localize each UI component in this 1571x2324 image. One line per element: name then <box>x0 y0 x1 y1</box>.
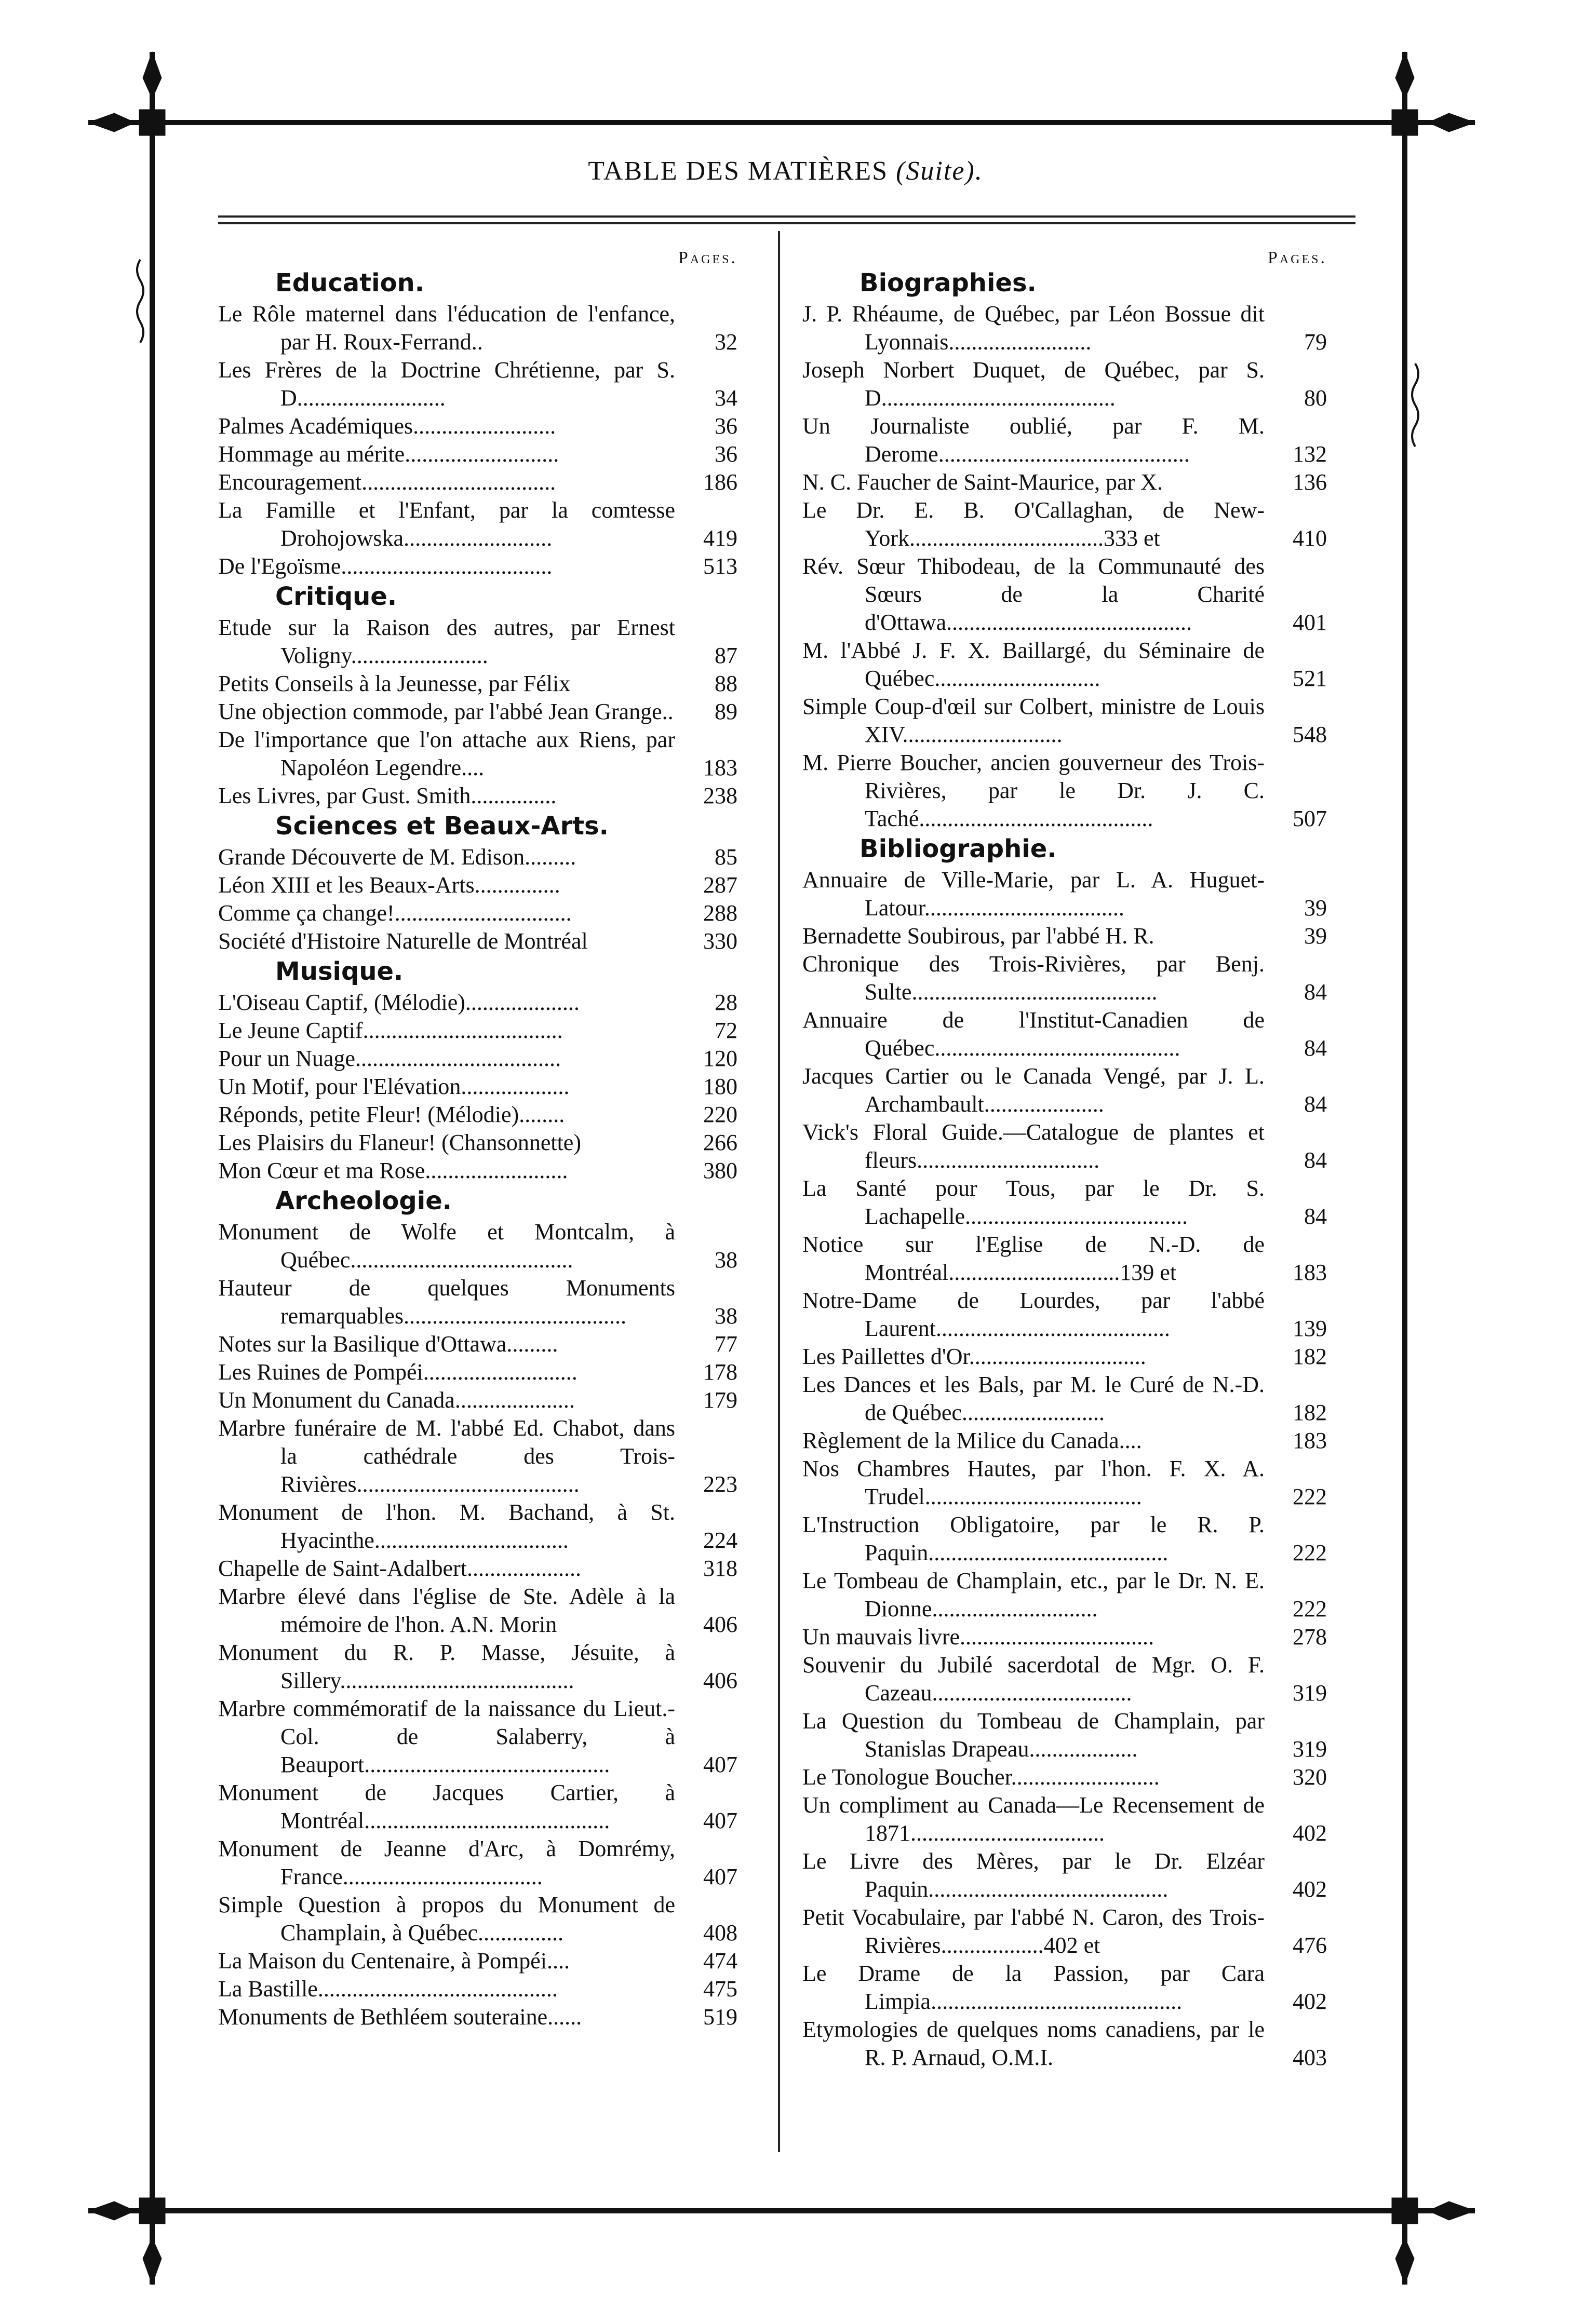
entry-title: Rév. Sœur Thibodeau, de la Communauté des Sœurs de la Charité d'Ottawa........................................... <box>802 553 1265 635</box>
entry-page: 84 <box>1304 1035 1327 1061</box>
entry-title: Société d'Histoire Naturelle de Montréal <box>218 928 588 954</box>
toc-entry <box>802 1455 1327 1511</box>
section-heading: Critique. <box>275 582 397 611</box>
toc-entry <box>218 496 737 552</box>
entry-title: Monument de Jacques Cartier, à Montréal........................................... <box>218 1780 675 1833</box>
entry-title: Réponds, petite Fleur! (Mélodie)........ <box>218 1102 565 1127</box>
toc-entry <box>802 1791 1327 1847</box>
toc-entry <box>218 670 737 698</box>
entry-title: Chronique des Trois-Rivières, par Benj. Sulte........................................... <box>802 951 1265 1005</box>
toc-entry <box>802 950 1327 1006</box>
entry-page: 419 <box>703 525 737 551</box>
toc-entry <box>802 496 1327 552</box>
toc-entry <box>218 300 737 356</box>
entry-page: 223 <box>703 1471 737 1497</box>
right-column <box>802 244 1327 2072</box>
entry-page: 36 <box>715 441 737 467</box>
entry-title: Les Plaisirs du Flaneur! (Chansonnette) <box>218 1130 581 1155</box>
section-heading: Education. <box>275 268 424 298</box>
toc-entry <box>218 468 737 496</box>
entry-title: De l'Egoïsme..................................... <box>218 553 553 579</box>
entry-page: 238 <box>703 783 737 808</box>
toc-entry <box>218 1101 737 1129</box>
entry-title: Petits Conseils à la Jeunesse, par Félix <box>218 671 571 696</box>
entry-page: 407 <box>703 1864 737 1889</box>
toc-entry <box>802 637 1327 693</box>
entry-title: M. l'Abbé J. F. X. Baillargé, du Séminaire de Québec............................. <box>802 638 1265 691</box>
entry-page: 408 <box>703 1920 737 1945</box>
entry-page: 85 <box>715 844 737 870</box>
entry-page: 548 <box>1293 722 1327 747</box>
toc-entry <box>218 1386 737 1414</box>
entry-page: 222 <box>1293 1484 1327 1509</box>
entry-title: Hauteur de quelques Monuments remarquables....................................... <box>218 1275 675 1329</box>
entry-title: M. Pierre Boucher, ancien gouverneur des Trois-Rivières, par le Dr. J. C. Taché......................................... <box>802 750 1265 831</box>
entry-title: Pour un Nuage.................................... <box>218 1046 561 1071</box>
entry-title: Nos Chambres Hautes, par l'hon. F. X. A. Trudel...................................... <box>802 1456 1265 1509</box>
toc-entry <box>802 552 1327 637</box>
pages-label-right: Pages. <box>1267 248 1327 267</box>
pages-label-left: Pages. <box>678 248 737 267</box>
right-sections <box>802 269 1327 2072</box>
section-heading: Musique. <box>275 957 404 986</box>
entry-title: La Question du Tombeau de Champlain, par Stanislas Drapeau................... <box>802 1708 1265 1762</box>
left-column <box>218 244 737 2031</box>
toc-entry <box>218 1330 737 1358</box>
entry-title: De l'importance que l'on attache aux Riens, par Napoléon Legendre.... <box>218 727 675 780</box>
entry-page: 34 <box>715 385 737 411</box>
entry-title: Annuaire de l'Institut-Canadien de Québec........................................... <box>802 1007 1265 1061</box>
entry-page: 132 <box>1293 441 1327 467</box>
entry-page: 79 <box>1304 329 1327 355</box>
entry-title: La Santé pour Tous, par le Dr. S. Lachapelle....................................... <box>802 1175 1265 1229</box>
entry-page: 179 <box>703 1387 737 1413</box>
toc-entry <box>218 1157 737 1185</box>
entry-page: 406 <box>703 1612 737 1637</box>
toc-entry <box>218 1947 737 1975</box>
section-heading: Biographies. <box>860 268 1037 298</box>
entry-title: Bernadette Soubirous, par l'abbé H. R. <box>802 923 1154 949</box>
toc-entry <box>218 1695 737 1779</box>
entry-page: 38 <box>715 1303 737 1329</box>
entry-page: 136 <box>1293 469 1327 495</box>
entry-title: Souvenir du Jubilé sacerdotal de Mgr. O. F. Cazeau................................... <box>802 1652 1265 1706</box>
entry-title: Grande Découverte de M. Edison......... <box>218 844 576 870</box>
entry-page: 476 <box>1293 1933 1327 1958</box>
section-heading: Archeologie. <box>275 1186 452 1215</box>
entry-page: 222 <box>1293 1596 1327 1622</box>
entry-page: 407 <box>703 1808 737 1833</box>
entry-title: J. P. Rhéaume, de Québec, par Léon Bossue dit Lyonnais......................... <box>802 301 1265 355</box>
entry-title: Chapelle de Saint-Adalbert.................... <box>218 1556 581 1581</box>
entry-title: Encouragement.................................. <box>218 469 556 495</box>
entry-page: 402 <box>1293 1876 1327 1902</box>
toc-entry <box>802 356 1327 412</box>
entry-page: 38 <box>715 1247 737 1273</box>
entry-page: 519 <box>703 2004 737 2030</box>
entry-page: 407 <box>703 1752 737 1777</box>
toc-entry <box>802 1427 1327 1455</box>
toc-entry <box>218 899 737 927</box>
toc-entry <box>218 552 737 580</box>
entry-title: Un Journaliste oublié, par F. M. Derome............................................ <box>802 413 1265 467</box>
title-text: TABLE DES MATIÈRES <box>588 156 889 186</box>
entry-page: 182 <box>1293 1344 1327 1369</box>
section-heading: Bibliographie. <box>860 834 1057 863</box>
entry-page: 507 <box>1293 806 1327 831</box>
toc-entry <box>802 749 1327 833</box>
toc-entry <box>218 989 737 1017</box>
entry-page: 380 <box>703 1158 737 1183</box>
toc-entry <box>802 2016 1327 2072</box>
entry-page: 36 <box>715 413 737 439</box>
entry-title: Marbre commémoratif de la naissance du Lieut.-Col. de Salaberry, à Beauport........................................... <box>218 1696 675 1777</box>
toc-entry <box>802 1118 1327 1174</box>
toc-entry <box>802 1960 1327 2016</box>
toc-entry <box>802 1707 1327 1763</box>
entry-page: 88 <box>715 671 737 696</box>
entry-page: 89 <box>715 699 737 724</box>
entry-title: Etude sur la Raison des autres, par Ernest Voligny........................ <box>218 615 675 668</box>
toc-entry <box>218 1498 737 1555</box>
toc-entry <box>218 1779 737 1835</box>
entry-title: Notice sur l'Eglise de N.-D. de Montréal..............................139 et <box>802 1232 1265 1285</box>
entry-title: Les Ruines de Pompéi........................... <box>218 1359 578 1385</box>
entry-title: Vick's Floral Guide.—Catalogue de plantes et fleurs................................ <box>802 1119 1265 1173</box>
entry-page: 180 <box>703 1074 737 1099</box>
entry-page: 28 <box>715 990 737 1015</box>
entry-page: 224 <box>703 1528 737 1553</box>
title-rule-top <box>218 215 1355 218</box>
toc-entry <box>802 922 1327 950</box>
entry-page: 330 <box>703 928 737 954</box>
entry-page: 32 <box>715 329 737 355</box>
entry-title: Le Jeune Captif................................... <box>218 1018 563 1043</box>
entry-page: 222 <box>1293 1540 1327 1565</box>
toc-entry <box>802 1763 1327 1791</box>
toc-entry <box>218 1017 737 1045</box>
toc-entry <box>218 614 737 670</box>
entry-page: 406 <box>703 1668 737 1693</box>
entry-page: 318 <box>703 1556 737 1581</box>
entry-page: 266 <box>703 1130 737 1155</box>
entry-title: Simple Question à propos du Monument de Champlain, à Québec............... <box>218 1892 675 1945</box>
entry-title: Marbre élevé dans l'église de Ste. Adèle à la mémoire de l'hon. A.N. Morin <box>218 1584 675 1637</box>
entry-page: 513 <box>703 553 737 579</box>
toc-entry <box>802 412 1327 468</box>
toc-entry <box>218 1583 737 1639</box>
entry-title: N. C. Faucher de Saint-Maurice, par X. <box>802 469 1163 495</box>
toc-entry <box>802 1847 1327 1903</box>
entry-page: 287 <box>703 872 737 898</box>
entry-title: L'Oiseau Captif, (Mélodie).................... <box>218 990 580 1015</box>
entry-page: 401 <box>1293 610 1327 635</box>
toc-entry <box>218 698 737 726</box>
entry-page: 319 <box>1293 1736 1327 1762</box>
entry-page: 84 <box>1304 979 1327 1005</box>
entry-page: 319 <box>1293 1680 1327 1706</box>
left-sections <box>218 269 737 2031</box>
entry-title: Un Motif, pour l'Elévation................... <box>218 1074 570 1099</box>
entry-page: 521 <box>1293 666 1327 691</box>
entry-page: 186 <box>703 469 737 495</box>
entry-title: Etymologies de quelques noms canadiens, par le R. P. Arnaud, O.M.I. <box>802 2017 1265 2070</box>
entry-title: Notes sur la Basilique d'Ottawa......... <box>218 1331 558 1357</box>
entry-title: Le Drame de la Passion, par Cara Limpia............................................ <box>802 1961 1265 2014</box>
entry-title: Hommage au mérite........................... <box>218 441 559 467</box>
entry-title: Le Livre des Mères, par le Dr. Elzéar Paquin.......................................... <box>802 1848 1265 1902</box>
entry-title: Les Frères de la Doctrine Chrétienne, par S. D.......................... <box>218 357 675 411</box>
entry-title: Palmes Académiques......................... <box>218 413 556 439</box>
entry-title: Les Dances et les Bals, par M. le Curé de N.-D. de Québec......................... <box>802 1372 1265 1425</box>
toc-entry <box>802 866 1327 922</box>
entry-title: Mon Cœur et ma Rose......................... <box>218 1158 568 1183</box>
entry-title: Monument de Wolfe et Montcalm, à Québec....................................... <box>218 1219 675 1273</box>
entry-title: Léon XIII et les Beaux-Arts............... <box>218 872 560 898</box>
toc-entry <box>218 440 737 468</box>
toc-entry <box>218 927 737 955</box>
toc-entry <box>802 1567 1327 1623</box>
entry-title: Marbre funéraire de M. l'abbé Ed. Chabot, dans la cathédrale des Trois-Rivières....................................... <box>218 1415 675 1497</box>
toc-entry <box>218 356 737 412</box>
toc-entry <box>218 1975 737 2003</box>
toc-entry <box>218 1891 737 1947</box>
toc-entry <box>218 1129 737 1157</box>
toc-entry <box>218 2003 737 2031</box>
entry-title: Jacques Cartier ou le Canada Vengé, par J. L. Archambault..................... <box>802 1063 1265 1117</box>
entry-title: Monument du R. P. Masse, Jésuite, à Sillery......................................... <box>218 1640 675 1693</box>
entry-page: 183 <box>1293 1428 1327 1453</box>
toc-entry <box>218 1414 737 1498</box>
toc-entry <box>802 1062 1327 1118</box>
toc-entry <box>218 412 737 440</box>
entry-title: Monument de l'hon. M. Bachand, à St. Hyacinthe.................................. <box>218 1499 675 1553</box>
entry-title: Petit Vocabulaire, par l'abbé N. Caron, des Trois-Rivières..................402 et <box>802 1904 1265 1958</box>
entry-page: 39 <box>1304 923 1327 949</box>
entry-page: 84 <box>1304 1147 1327 1173</box>
toc-entry <box>218 871 737 899</box>
entry-title: Annuaire de Ville-Marie, par L. A. Huguet-Latour................................... <box>802 867 1265 921</box>
toc-entry <box>802 1371 1327 1427</box>
toc-entry <box>802 1006 1327 1062</box>
title-suite: (Suite). <box>896 156 983 186</box>
column-divider <box>778 231 780 2152</box>
entry-page: 220 <box>703 1102 737 1127</box>
entry-page: 80 <box>1304 385 1327 411</box>
entry-page: 183 <box>1293 1260 1327 1285</box>
entry-title: Les Livres, par Gust. Smith............... <box>218 783 557 808</box>
entry-title: Règlement de la Milice du Canada.... <box>802 1428 1142 1453</box>
toc-entry <box>218 1358 737 1386</box>
entry-title: Joseph Norbert Duquet, de Québec, par S. D......................................... <box>802 357 1265 411</box>
entry-title: Les Paillettes d'Or............................... <box>802 1344 1146 1369</box>
toc-entry <box>218 843 737 871</box>
page-title <box>0 156 1571 186</box>
toc-entry <box>218 1639 737 1695</box>
entry-page: 178 <box>703 1359 737 1385</box>
entry-page: 288 <box>703 900 737 926</box>
entry-page: 39 <box>1304 895 1327 921</box>
toc-entry <box>218 1555 737 1583</box>
entry-page: 77 <box>715 1331 737 1357</box>
entry-page: 402 <box>1293 1989 1327 2014</box>
entry-page: 278 <box>1293 1624 1327 1650</box>
toc-entry <box>802 693 1327 749</box>
entry-page: 474 <box>703 1948 737 1974</box>
entry-page: 84 <box>1304 1204 1327 1229</box>
toc-entry <box>802 300 1327 356</box>
entry-page: 403 <box>1293 2045 1327 2070</box>
entry-title: Comme ça change!............................... <box>218 900 572 926</box>
entry-title: Monuments de Bethléem souteraine...... <box>218 2004 582 2030</box>
entry-title: Un Monument du Canada..................... <box>218 1387 575 1413</box>
toc-entry <box>218 1274 737 1330</box>
entry-title: Un compliment au Canada—Le Recensement de 1871.................................. <box>802 1792 1265 1846</box>
entry-title: Le Dr. E. B. O'Callaghan, de New-York..................................333 et <box>802 497 1265 551</box>
toc-entry <box>802 1174 1327 1231</box>
toc-entry <box>802 468 1327 496</box>
entry-page: 87 <box>715 643 737 668</box>
entry-title: Simple Coup-d'œil sur Colbert, ministre de Louis XIV............................ <box>802 694 1265 747</box>
entry-title: Notre-Dame de Lourdes, par l'abbé Laurent......................................... <box>802 1288 1265 1341</box>
entry-page: 182 <box>1293 1400 1327 1425</box>
entry-page: 84 <box>1304 1091 1327 1117</box>
toc-entry <box>802 1903 1327 1960</box>
toc-entry <box>802 1511 1327 1567</box>
toc-entry <box>802 1287 1327 1343</box>
toc-entry <box>802 1231 1327 1287</box>
toc-entry <box>218 1045 737 1073</box>
entry-page: 183 <box>703 755 737 780</box>
entry-title: La Bastille.......................................... <box>218 1976 558 2002</box>
entry-page: 475 <box>703 1976 737 2002</box>
entry-title: Le Tombeau de Champlain, etc., par le Dr. N. E. Dionne............................. <box>802 1568 1265 1622</box>
entry-page: 139 <box>1293 1316 1327 1341</box>
section-heading: Sciences et Beaux-Arts. <box>275 812 609 841</box>
toc-entry <box>218 782 737 810</box>
entry-title: L'Instruction Obligatoire, par le R. P. Paquin.......................................... <box>802 1512 1265 1565</box>
entry-page: 72 <box>715 1018 737 1043</box>
toc-entry <box>802 1623 1327 1651</box>
toc-entry <box>802 1343 1327 1371</box>
entry-title: Un mauvais livre.................................. <box>802 1624 1154 1650</box>
entry-title: Une objection commode, par l'abbé Jean Grange.. <box>218 699 674 724</box>
toc-entry <box>218 1835 737 1891</box>
title-rule-bottom <box>218 222 1355 224</box>
entry-page: 402 <box>1293 1820 1327 1846</box>
entry-page: 410 <box>1293 525 1327 551</box>
toc-entry <box>218 726 737 782</box>
entry-title: Le Rôle maternel dans l'éducation de l'enfance, par H. Roux-Ferrand.. <box>218 301 675 355</box>
entry-title: La Famille et l'Enfant, par la comtesse Drohojowska.......................... <box>218 497 675 551</box>
entry-title: Monument de Jeanne d'Arc, à Domrémy, France................................... <box>218 1836 675 1889</box>
toc-entry <box>802 1651 1327 1707</box>
toc-entry <box>218 1218 737 1274</box>
entry-title: La Maison du Centenaire, à Pompéi.... <box>218 1948 570 1974</box>
toc-entry <box>218 1073 737 1101</box>
entry-title: Le Tonologue Boucher.......................... <box>802 1764 1160 1790</box>
entry-page: 120 <box>703 1046 737 1071</box>
entry-page: 320 <box>1293 1764 1327 1790</box>
